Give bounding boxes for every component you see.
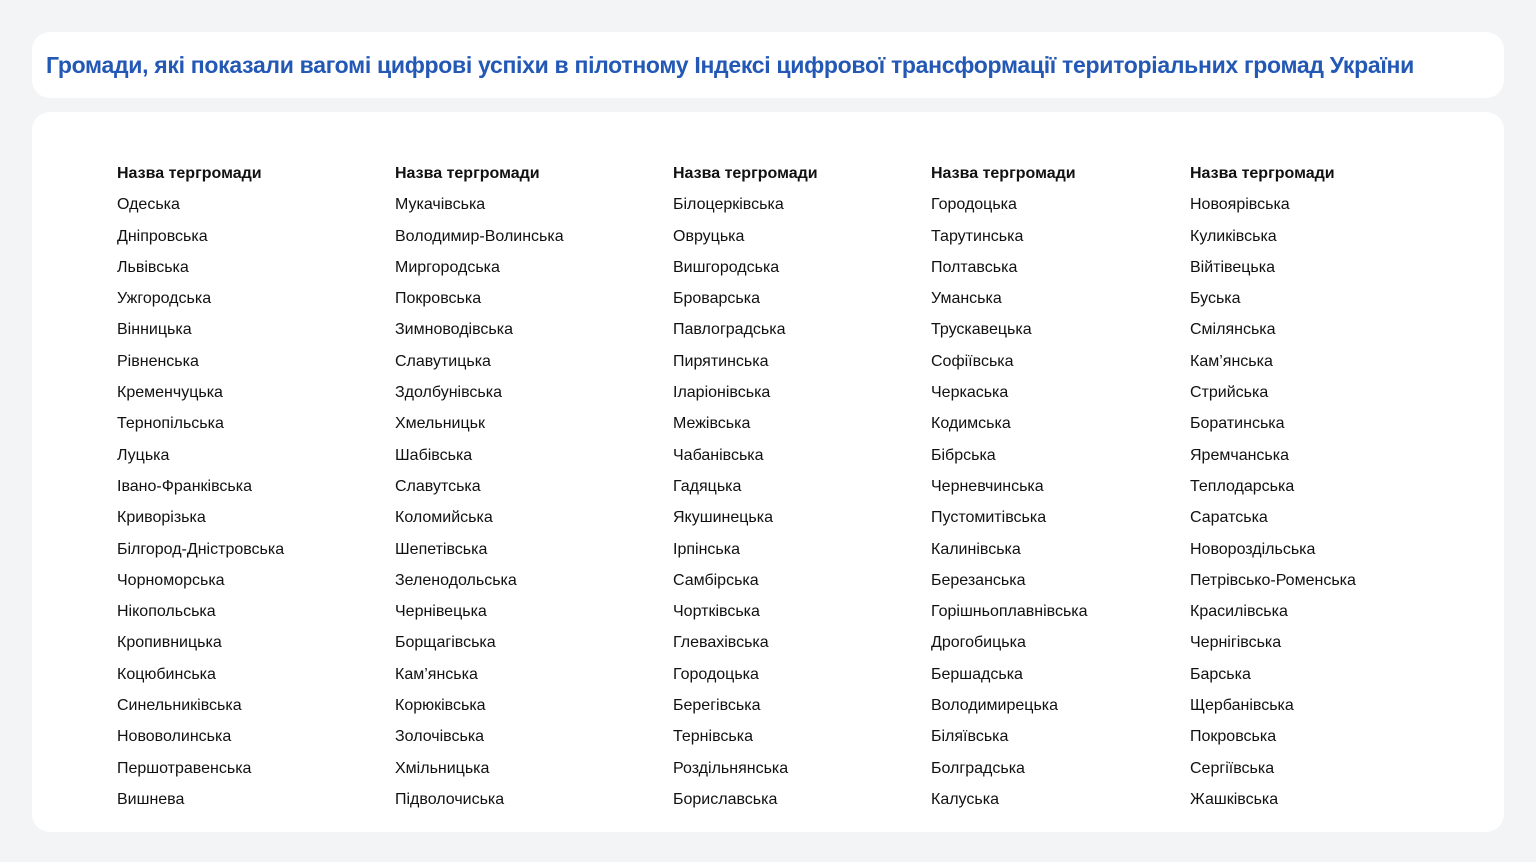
- community-name: Мукачівська: [395, 196, 486, 214]
- community-name: Дрогобицька: [931, 634, 1026, 652]
- community-name: Павлоградська: [673, 321, 786, 339]
- community-name: Якушинецька: [673, 509, 773, 527]
- community-name: Вінницька: [117, 321, 192, 339]
- community-name: Тернівська: [673, 728, 753, 746]
- column-header: Назва тергромади: [931, 165, 1076, 182]
- community-name: Миргородська: [395, 258, 500, 276]
- community-name: Покровська: [395, 290, 482, 308]
- community-name: Уманська: [931, 290, 1002, 308]
- community-name: Одеська: [117, 196, 180, 214]
- community-name: Нікопольська: [117, 603, 216, 621]
- community-name: Овруцька: [673, 227, 745, 245]
- community-name: Ужгородська: [117, 290, 212, 308]
- community-name: Чернівецька: [395, 603, 487, 621]
- community-name: Черкаська: [931, 384, 1009, 402]
- column-header: Назва тергромади: [1190, 165, 1335, 182]
- community-name: Криворізька: [117, 509, 206, 527]
- community-name: Біляївська: [931, 728, 1009, 746]
- community-name: Володимирецька: [931, 697, 1059, 715]
- community-name: Трускавецька: [931, 321, 1032, 339]
- community-name: Калинівська: [931, 540, 1021, 558]
- community-list: [395, 195, 564, 821]
- community-list: [117, 195, 284, 821]
- community-column-5: [1190, 164, 1356, 821]
- community-name: Черневчинська: [931, 477, 1044, 495]
- community-name: Болградська: [931, 759, 1025, 777]
- community-list: [673, 195, 818, 821]
- community-name: Самбірська: [673, 571, 759, 589]
- community-name: Гадяцька: [673, 477, 742, 495]
- community-name: Яремчанська: [1190, 446, 1290, 464]
- community-name: Межівська: [673, 415, 751, 433]
- community-name: Теплодарська: [1190, 477, 1295, 495]
- community-name: Щербанівська: [1190, 697, 1294, 715]
- community-name: Покровська: [1190, 728, 1277, 746]
- community-name: Івано-Франківська: [117, 477, 252, 495]
- column-header: Назва тергромади: [117, 165, 262, 182]
- community-name: Чортківська: [673, 603, 760, 621]
- community-name: Смілянська: [1190, 321, 1276, 339]
- community-name: Бориславська: [673, 790, 778, 808]
- community-name: Шепетівська: [395, 540, 488, 558]
- community-name: Буська: [1190, 290, 1241, 308]
- community-name: Борщагівська: [395, 634, 496, 652]
- community-name: Кременчуцька: [117, 384, 223, 402]
- community-name: Вишнева: [117, 790, 185, 808]
- title-card: [32, 32, 1504, 98]
- community-name: Володимир-Волинська: [395, 227, 564, 245]
- community-name: Синельниківська: [117, 697, 242, 715]
- community-name: Красилівська: [1190, 603, 1288, 621]
- community-name: Вишгородська: [673, 258, 780, 276]
- column-header: Назва тергромади: [673, 165, 818, 182]
- community-name: Підволочиська: [395, 790, 505, 808]
- community-name: Кам’янська: [395, 665, 478, 683]
- community-name: Ірпінська: [673, 540, 740, 558]
- community-name: Кодимська: [931, 415, 1011, 433]
- community-name: Полтавська: [931, 258, 1018, 276]
- community-name: Роздільнянська: [673, 759, 789, 777]
- community-name: Білгород-Дністровська: [117, 540, 285, 558]
- community-name: Березанська: [931, 571, 1026, 589]
- community-name: Петрівсько-Роменська: [1190, 571, 1356, 589]
- community-name: Городоцька: [931, 196, 1017, 214]
- community-name: Жашківська: [1190, 790, 1279, 808]
- page-title: Громади, які показали вагомі цифрові успіхи в пілотному Індексі цифрової трансформації територіальних громад України: [46, 51, 1414, 78]
- community-name: Городоцька: [673, 665, 759, 683]
- community-name: Броварська: [673, 290, 760, 308]
- community-column-4: [931, 164, 1088, 821]
- community-name: Новороздільська: [1190, 540, 1316, 558]
- community-name: Корюківська: [395, 697, 486, 715]
- community-name: Куликівська: [1190, 227, 1277, 245]
- community-name: Чабанівська: [673, 446, 764, 464]
- community-name: Чернігівська: [1190, 634, 1282, 652]
- community-column-2: [395, 164, 564, 821]
- community-name: Білоцерківська: [673, 196, 784, 214]
- community-name: Зеленодольська: [395, 571, 517, 589]
- community-name: Здолбунівська: [395, 384, 502, 402]
- community-name: Коломийська: [395, 509, 493, 527]
- community-name: Славутицька: [395, 352, 491, 370]
- community-name: Дніпровська: [117, 227, 208, 245]
- community-name: Шабівська: [395, 446, 473, 464]
- community-name: Іларіонівська: [673, 384, 771, 402]
- community-name: Софіївська: [931, 352, 1014, 370]
- community-name: Коцюбинська: [117, 665, 216, 683]
- community-name: Бібрська: [931, 446, 996, 464]
- communities-table: [32, 112, 1504, 832]
- community-name: Зимноводівська: [395, 321, 513, 339]
- community-name: Луцька: [117, 446, 170, 464]
- community-name: Кам’янська: [1190, 352, 1273, 370]
- community-name: Горішньоплавнівська: [931, 603, 1088, 621]
- community-list: [931, 195, 1088, 821]
- community-name: Боратинська: [1190, 415, 1285, 433]
- community-column-3: [673, 164, 818, 821]
- column-header: Назва тергромади: [395, 165, 540, 182]
- community-name: Берегівська: [673, 697, 761, 715]
- community-name: Бершадська: [931, 665, 1023, 683]
- community-name: Хмельницьк: [395, 415, 485, 433]
- community-name: Пустомитівська: [931, 509, 1047, 527]
- community-name: Війтівецька: [1190, 258, 1276, 276]
- community-name: Сергіївська: [1190, 759, 1275, 777]
- community-name: Тернопільська: [117, 415, 224, 433]
- community-list: [1190, 195, 1356, 821]
- community-name: Кропивницька: [117, 634, 222, 652]
- community-column-1: [117, 164, 284, 821]
- community-name: Глевахівська: [673, 634, 769, 652]
- community-name: Пирятинська: [673, 352, 769, 370]
- community-name: Тарутинська: [931, 227, 1024, 245]
- community-name: Славутська: [395, 477, 481, 495]
- community-name: Чорноморська: [117, 571, 225, 589]
- community-name: Новоярівська: [1190, 196, 1290, 214]
- community-name: Золочівська: [395, 728, 485, 746]
- community-name: Барська: [1190, 665, 1251, 683]
- community-name: Рівненська: [117, 352, 199, 370]
- community-name: Хмільницька: [395, 759, 490, 777]
- community-name: Нововолинська: [117, 728, 232, 746]
- community-name: Саратська: [1190, 509, 1268, 527]
- community-name: Калуська: [931, 790, 999, 808]
- community-name: Стрийська: [1190, 384, 1269, 402]
- community-name: Львівська: [117, 258, 189, 276]
- community-name: Першотравенська: [117, 759, 252, 777]
